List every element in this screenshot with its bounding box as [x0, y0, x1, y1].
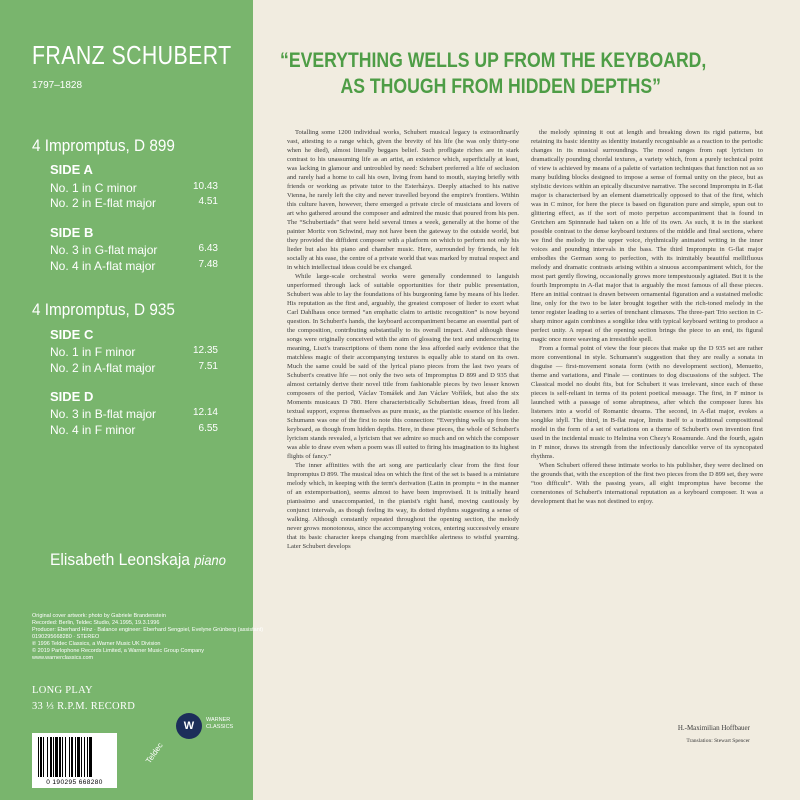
- warner-classics-wordmark: WARNER CLASSICS: [206, 717, 234, 730]
- barcode: [32, 733, 117, 788]
- track-title: No. 2 in E-flat major: [50, 196, 157, 210]
- author-name: H.-Maximilian Hoffbauer: [677, 724, 750, 732]
- track-row: [50, 407, 218, 421]
- track-duration: 4.51: [198, 196, 218, 207]
- teldec-logo: Teldec: [144, 741, 165, 766]
- track-row: [50, 361, 218, 375]
- work-title: 4 Impromptus, D 935: [32, 300, 175, 319]
- track-row: [50, 423, 218, 437]
- track-duration: 6.43: [198, 243, 218, 254]
- track-duration: 7.48: [198, 259, 218, 270]
- side-label: SIDE B: [50, 225, 94, 240]
- essay-paragraph: When Schubert offered these intimate works to his publisher, they were declined on the grounds that, with the exception of the first two pieces from the D 899 set, they were “too difficult”. With the passing years, all eight impromptus have become the cornerstones of Schubert's international reputation as a keyboard composer. It was a development that he was not destined to enjoy.: [531, 462, 763, 505]
- track-title: No. 3 in G-flat major: [50, 243, 158, 257]
- composer-name: FRANZ SCHUBERT: [32, 40, 232, 70]
- format-line: LONG PLAY: [32, 685, 93, 696]
- track-row: [50, 259, 218, 273]
- track-row: [50, 345, 218, 359]
- credit-line: Producer: Eberhard Hinz · Balance engineer: Eberhard Sengpiel, Evelyne Grünberg (assistant): [32, 627, 264, 634]
- essay-column-2: [531, 128, 763, 506]
- credit-line: Original cover artwork: photo by Gabriele Brandenstein: [32, 613, 166, 619]
- track-title: No. 4 in A-flat major: [50, 259, 156, 273]
- essay-paragraph: Totalling some 1200 individual works, Schubert musical legacy is extraordinarily vast, attesting to a range which, given the brevity of his life (he was only thirty-one when he died), almost literally beggars belief. Such profligate riches are in stark contrast to his unassuming life as an artist, an existence which, superficially at least, was lacking in glamour and untroubled by need: Schubert preferred a life of seclusion and rarely had a home to call his own, living from hand to mouth, staying briefly with friends or working as private tutor to the Esterházys. Deeply attached to his native Vienna, he rarely left the city and never travelled beyond the empire's frontiers. Within this culture haven, however, there emerged a private circle of musicians and lovers of art who gathered around the composer and admired the music that poured from his pen. The “Schubertiads” that were held several times a week, generally at the home of the painter Moritz von Schwind, may not have been the gateway to the outside world, but they provided the diffident composer with a platform on which to perform not only his lieder but also his piano and chamber music. Here, surrounded by friends, he felt socially at his ease, the centre of a private world that was marked by mutual respect and in which intellectual ideas could be ex changed.: [287, 129, 519, 271]
- translator-credit: Translation: Stewart Spencer: [686, 738, 750, 744]
- track-title: No. 1 in C minor: [50, 181, 137, 195]
- track-title: No. 1 in F minor: [50, 345, 136, 359]
- track-duration: 6.55: [198, 423, 218, 434]
- track-title: No. 3 in B-flat major: [50, 407, 157, 421]
- track-row: [50, 196, 218, 210]
- quote-line: “EVERYTHING WELLS UP FROM THE KEYBOARD,: [280, 49, 707, 72]
- performer-role: piano: [194, 552, 226, 568]
- format-line: 33 ⅓ R.P.M. RECORD: [32, 701, 136, 713]
- essay-paragraph: the melody spinning it out at length and breaking down its rigid patterns, but retaining its basic identity as identity instantly recognisable as a reaction to the periodic changes in its musical surroundings. The mood ranges from rapt lyricism to dramatically pounding chordal textures, a variety which, from a purely technical point of view is achieved by means of a palette of variation techniques that function not as so many building blocks designed to impose a sense of formal unity on the piece, but as stylistic devices within an epically discursive narrative. The second Impromptu in E-flat major is characterised by an element diametrically opposed to that of the first, which was in C minor, for here the piece is based on figuration pure and simple, spun out to glittering effect, as if the sort of moto perpetuo accompaniment that is found in Gretchen am Spinnrade had taken on a life of its own. As such, it is in the starkest possible contrast to the dense keyboard textures of the middle and final sections, where we find the melody in the upper voice, rhythmically animated writing in the inner voices and pounding intervals in the bass. The third Impromptu in G-flat major embodies the German song to perfection, with its inimitably beautiful mellifluous melody and dramatic contrasts arising within a sinuous accompaniment which, for the most part gently flowing, occasionally grows more tempestuously agitated. But it is the fourth Impromptu in A-flat major that is arguably the most famous of all these pieces. Here an initial contrast is drawn between ornamental figuration and a sustained melodic line, only for the two to be later brought together with the rich-toned melody in the tenor register leading to a series of trenchant climaxes. The three-part Trio section in C-sharp minor again combines a songlike idea with typical keyboard writing to produce a perfect unity. A repeat of the opening section brings the piece to an end, its figural magic once more weaving an irresistible spell.: [531, 129, 763, 343]
- barcode-number: 0 190295 668280: [46, 779, 103, 786]
- track-duration: 12.14: [192, 407, 218, 418]
- track-row: [50, 181, 218, 195]
- essay-paragraph: The inner affinities with the art song are particularly clear from the first four Impromptus D 899. The musical idea on which the first of the set is based is a miniature melody which, in keeping with the term's derivation (Latin in promptu = in the manner of an extemporisation), seems almost to have been improvised. It is initially heard pianissimo and unaccompanied, in the pianist's right hand, moving cautiously by conjunct intervals, as though feeling its way, its dotted rhythms suggesting a sense of walking. Although constantly repeated throughout the opening section, the melody never grows monotonous, since the accompanying voices, entering successively ensure that its basic character keeps changing from marchlike alertness to wistful yearning. Later Schubert develops: [287, 462, 519, 550]
- essay-paragraph: While large-scale orchestral works were generally condemned to languish unperformed through lack of suitable opportunities for their public presentation, Schubert was able to lay the foundations of his burgeoning fame by means of his lieder. His reputation as the first and, arguably, the greatest composer of lieder to exert what Carl Dahlhaus once termed “an emphatic claim to artistic recognition” is now beyond question. In Schubert's hands, the keyboard accompaniment became an essential part of the composition, contributing substantially to its overall impact. And although these songs were originally conceived with the aim of glossing the text and underscoring its meaning, Liszt's transcriptions of them none the less afforded early evidence that the matchless magic of their accompanying textures is equally able to stand on its own. Much the same could be said of the lyrical piano pieces from the last two years of Schubert's creative life — not only the two sets of Impromptus D 899 and D 935 that almost certainly derive their novel title from fashionable pieces by two lesser known composers of the period, Václav Tomášek and Jan Václav Voříšek, but also the six Moments musicaux D 780. Here characteristically Schubertian ideas, freed from all textual support, express themselves as pure music, as the pianistic essence of his lieder. Schumann was one of the first to note this connection: “Everything wells up from the keyboard, as though from hidden depths. Here, in these pieces, the whole of Schubert's lyricism stands revealed, a lyricism that we admire so much and on which the composer was able to draw even when a poem was ill suited to firing his imagination to its highest flights of fancy.”: [287, 273, 519, 460]
- tracklist-panel: [0, 0, 264, 800]
- credit-line: www.warnerclassics.com: [32, 655, 94, 662]
- side-label: SIDE A: [50, 162, 93, 177]
- track-title: No. 4 in F minor: [50, 423, 136, 437]
- essay-signature: [654, 724, 750, 744]
- side-label: SIDE D: [50, 389, 94, 404]
- credit-line: © 2019 Parlophone Records Limited, a Warner Music Group Company: [32, 648, 204, 655]
- track-title: No. 2 in A-flat major: [50, 361, 156, 375]
- composer-dates: 1797–1828: [32, 80, 83, 91]
- barcode-bars-icon: [38, 737, 111, 777]
- warner-logo-icon: W: [176, 713, 202, 739]
- quote-line: AS THOUGH FROM HIDDEN DEPTHS”: [340, 74, 661, 98]
- production-credits: [32, 613, 264, 662]
- record-format: [32, 683, 135, 716]
- side-label: SIDE C: [50, 327, 94, 342]
- work-title: 4 Impromptus, D 899: [32, 136, 175, 155]
- pull-quote: [280, 48, 707, 99]
- performer-name: Elisabeth Leonskaja: [50, 550, 190, 569]
- performer: [50, 550, 226, 570]
- credit-line: ℗ 1996 Teldec Classics, a Warner Music UK Division: [32, 641, 161, 648]
- credit-line: Recorded: Berlin, Teldec Studio, 24.1995, 19.3.1996: [32, 620, 160, 627]
- essay-column-1: [287, 128, 519, 551]
- track-duration: 12.35: [192, 345, 218, 356]
- credit-line: 0190295668280 · STEREO: [32, 634, 100, 641]
- track-duration: 10.43: [192, 181, 218, 192]
- track-row: [50, 243, 218, 257]
- track-duration: 7.51: [198, 361, 218, 372]
- essay-paragraph: From a formal point of view the four pieces that make up the D 935 set are rather more conventional in style. Schumann's suggestion that they are really a sonata in disguise — first-movement sonata form (with no development section), Menuetto, theme and variations, and Finale — continues to dog discussions of the subject. The Classical model no doubt fits, but for Schubert it was irrelevant, since each of these pieces is self-reliant in terms of its potent poetical message. The first, in F minor is launched with a passage of some abruptness, after which the composer lures his listeners into a world of Romantic dreams. The second, in A-flat major, evokes a songlike idyll. The third, in B-flat major, limits itself to a traditional compositional model in the form of a set of variations on a theme of Schubert's own invention first used in the incidental music to Helmina von Chezy's Rosamunde. And the fourth, again in F minor, draws its strength from the infectiously dancelike verve of its syncopated rhythms.: [531, 345, 763, 460]
